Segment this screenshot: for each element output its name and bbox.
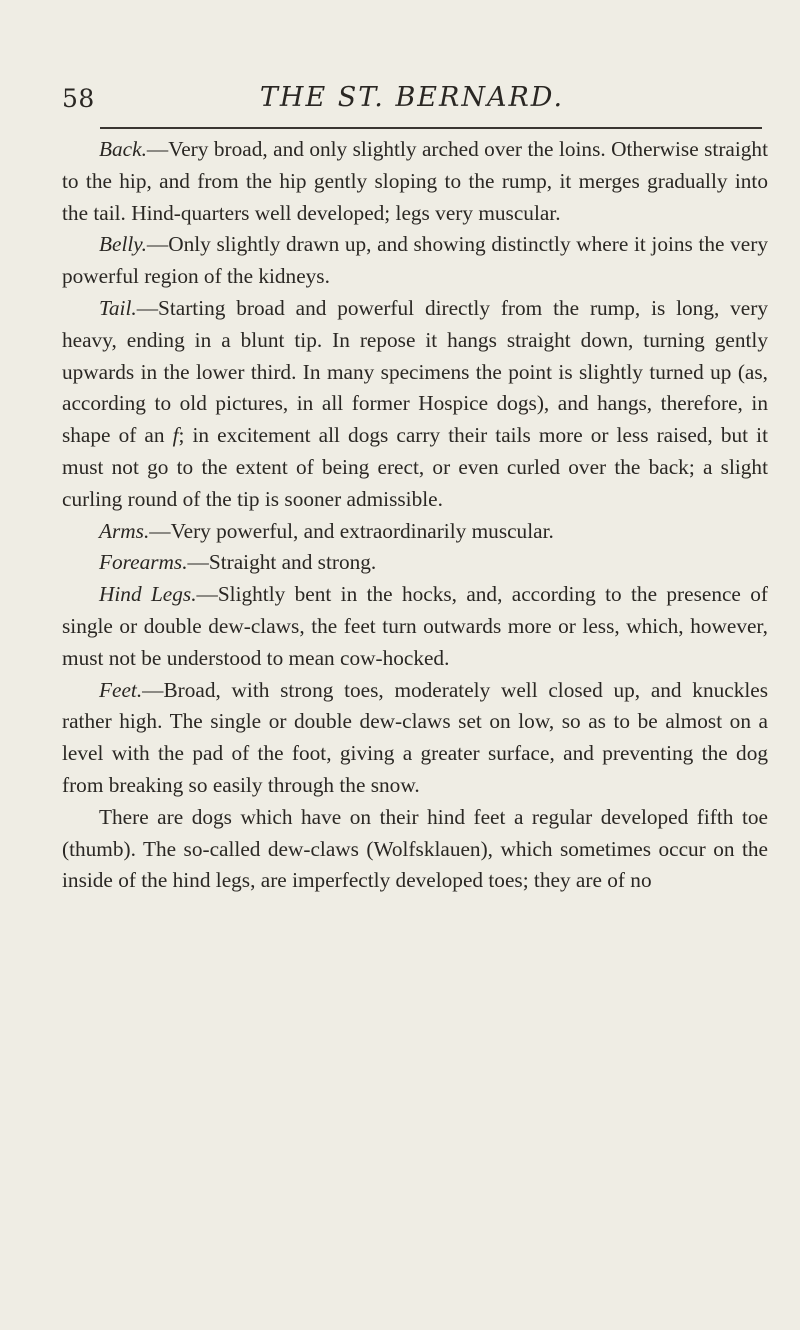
paragraph-forearms [62,547,768,579]
paragraph-lead: Feet. [99,677,143,702]
paragraph-tail [62,293,768,516]
paragraph-lead: Back. [99,137,147,161]
paragraph-text: —Starting broad and powerful directly from the rump, is long, very heavy, ending in a blunt tip. In repose it hangs straight down, turning gently upwards in the lower third. In many specimens the point is slightly turned up (as, according to old pictures, in all former Hospice dogs), and hangs, therefore, in shape of an [62,295,768,448]
paragraph-lead: Belly. [99,232,147,257]
paragraph-text: —Very broad, and only slightly arched over the loins. Otherwise straight to the hip, and from the hip gently sloping to the rump, it merges gradually into the tail. Hind-quarters well developed; legs very muscular. [62,137,768,225]
paragraph-text: —Slightly bent in the hocks, and, according to the presence of single or double dew-claws, the feet turn outwards more or less, which, however, must not be understood to mean cow-hocked. [62,582,768,670]
page-header [62,78,762,118]
page-number: 58 [62,84,95,113]
paragraph-lead: Arms. [99,518,150,543]
paragraph-lead: Tail. [99,295,137,320]
paragraph-text: —Very powerful, and extraordinarily muscular. [149,518,554,543]
body-text [62,134,768,897]
paragraph-hind-legs [62,579,768,674]
paragraph-text-continued: ; in excitement all dogs carry their tails more or less raised, but it must not go to the extent of being erect, or even curled over the back; a slight curling round of the tip is sooner admissible. [62,423,768,511]
header-rule [100,127,762,129]
italic-f: f [172,423,179,448]
running-title: THE ST. BERNARD. [259,82,565,113]
paragraph-lead: Hind Legs. [99,582,197,607]
paragraph-text: —Broad, with strong toes, moderately well closed up, and knuckles rather high. The single or double dew-claws set on low, so as to be almost on a level with the pad of the foot, giving a greater surface, and preventing the dog from breaking so easily through the snow. [62,677,768,797]
paragraph-text: —Straight and strong. [187,550,377,575]
paragraph-lead: Forearms. [99,550,188,575]
paragraph-text: There are dogs which have on their hind feet a regular developed fifth toe (thumb). The so-called dew-claws (Wolfsklauen), which sometimes occur on the inside of the hind legs, are imperfectly developed toes; they are of no [62,804,768,893]
paragraph-back [62,134,768,229]
paragraph-feet [62,675,768,802]
paragraph-belly [62,229,768,293]
paragraph-arms [62,516,768,548]
paragraph-fifth-toe [62,802,768,897]
paragraph-text: —Only slightly drawn up, and showing distinctly where it joins the very powerful region of the kidneys. [62,232,768,289]
